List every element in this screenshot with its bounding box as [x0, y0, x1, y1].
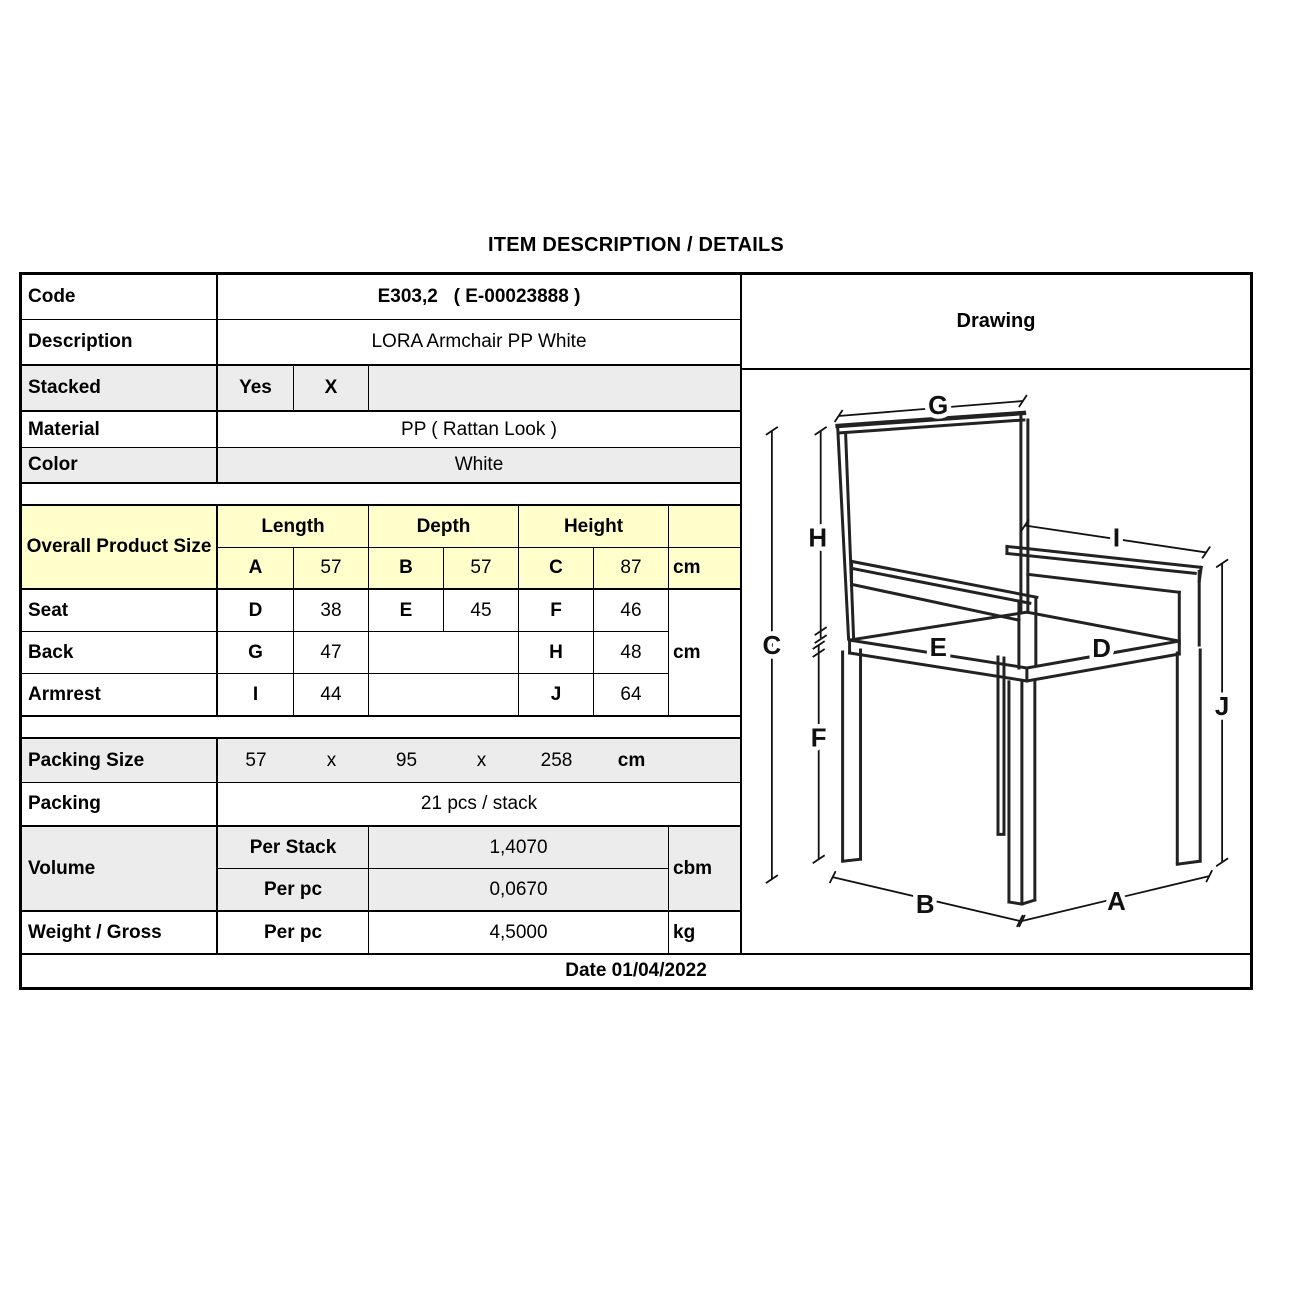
packing-size-d3: 258 — [540, 749, 573, 771]
page-title: ITEM DESCRIPTION / DETAILS — [488, 234, 784, 256]
dim-key-b: B — [369, 548, 444, 590]
seat-key-f: F — [519, 590, 594, 632]
drawing-header: Drawing — [742, 275, 1250, 370]
armrest-empty-cell — [369, 674, 519, 717]
chair-technical-drawing — [742, 370, 1250, 954]
weight-per-pc-label: Per pc — [218, 912, 369, 955]
packing-size-values — [218, 739, 742, 783]
stacked-mark: X — [294, 366, 369, 412]
label-e: E — [929, 634, 947, 663]
material-label: Material — [22, 412, 218, 448]
volume-per-stack-value: 1,4070 — [369, 827, 669, 869]
spacer-row — [22, 717, 742, 739]
chair-seat — [850, 612, 1180, 681]
chair-back-panel — [838, 413, 1028, 639]
label-f: F — [810, 724, 827, 753]
volume-unit: cbm — [669, 827, 742, 912]
chair-sketch — [838, 413, 1202, 904]
depth-header: Depth — [369, 506, 519, 548]
label-g: G — [928, 391, 949, 420]
dimension-labels — [763, 392, 1230, 919]
unit-header-empty — [669, 506, 742, 548]
height-header: Height — [519, 506, 669, 548]
spacer-row — [22, 484, 742, 506]
weight-unit: kg — [669, 912, 742, 955]
dim-value-a: 57 — [294, 548, 369, 590]
code-value: E303,2 ( E-00023888 ) — [218, 275, 742, 320]
overall-size-label: Overall Product Size — [22, 506, 218, 590]
volume-per-stack-label: Per Stack — [218, 827, 369, 869]
label-b: B — [915, 891, 935, 920]
label-d: D — [1092, 635, 1111, 664]
overall-unit: cm — [669, 548, 742, 590]
description-label: Description — [22, 320, 218, 366]
weight-label: Weight / Gross — [22, 912, 218, 955]
seat-label: Seat — [22, 590, 218, 632]
back-label: Back — [22, 632, 218, 674]
body-unit-cm: cm — [669, 590, 742, 717]
drawing-canvas — [742, 370, 1250, 955]
back-value-h: 48 — [594, 632, 669, 674]
seat-key-d: D — [218, 590, 294, 632]
dim-value-b: 57 — [444, 548, 519, 590]
volume-per-pc-label: Per pc — [218, 869, 369, 912]
stacked-empty-cell — [369, 366, 742, 412]
volume-label: Volume — [22, 827, 218, 912]
back-key-h: H — [519, 632, 594, 674]
armrest-label: Armrest — [22, 674, 218, 717]
back-empty-cell — [369, 632, 519, 674]
packing-size-sep1: x — [326, 749, 337, 771]
label-a: A — [1107, 888, 1126, 917]
description-value: LORA Armchair PP White — [218, 320, 742, 366]
label-i: I — [1112, 524, 1121, 553]
packing-size-d2: 95 — [395, 749, 418, 771]
dim-key-a: A — [218, 548, 294, 590]
back-key-g: G — [218, 632, 294, 674]
label-h: H — [808, 524, 828, 553]
dim-value-c: 87 — [594, 548, 669, 590]
dim-key-c: C — [519, 548, 594, 590]
seat-key-e: E — [369, 590, 444, 632]
color-value: White — [218, 448, 742, 484]
seat-value-f: 46 — [594, 590, 669, 632]
back-value-g: 47 — [294, 632, 369, 674]
label-c: C — [762, 632, 782, 661]
label-j: J — [1214, 692, 1230, 721]
seat-value-d: 38 — [294, 590, 369, 632]
packing-value: 21 pcs / stack — [218, 783, 742, 827]
armrest-value-j: 64 — [594, 674, 669, 717]
armrest-value-i: 44 — [294, 674, 369, 717]
seat-value-e: 45 — [444, 590, 519, 632]
armrest-key-j: J — [519, 674, 594, 717]
date-row: Date 01/04/2022 — [565, 960, 707, 982]
packing-size-label: Packing Size — [22, 739, 218, 783]
packing-size-unit: cm — [617, 749, 646, 771]
chair-legs — [843, 650, 1201, 904]
packing-label: Packing — [22, 783, 218, 827]
packing-size-sep2: x — [476, 749, 487, 771]
packing-size-d1: 57 — [245, 749, 267, 771]
armrest-key-i: I — [218, 674, 294, 717]
material-value: PP ( Rattan Look ) — [218, 412, 742, 448]
stacked-label: Stacked — [22, 366, 218, 412]
color-label: Color — [22, 448, 218, 484]
item-details-table — [19, 272, 1253, 990]
code-label: Code — [22, 275, 218, 320]
length-header: Length — [218, 506, 369, 548]
weight-value: 4,5000 — [369, 912, 669, 955]
stacked-yes: Yes — [218, 366, 294, 412]
volume-per-pc-value: 0,0670 — [369, 869, 669, 912]
